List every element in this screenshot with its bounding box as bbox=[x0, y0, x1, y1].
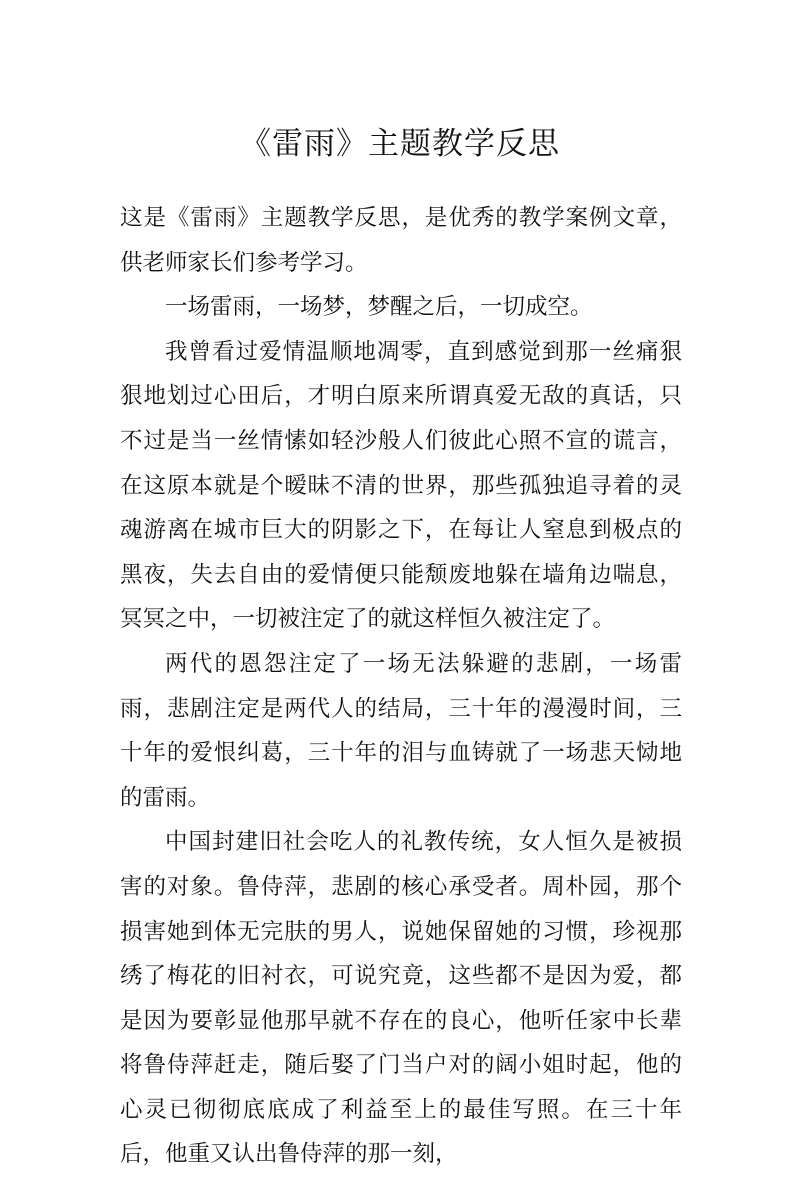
document-title: 《雷雨》主题教学反思 bbox=[240, 126, 560, 162]
paragraph-thunderstorm-dream: 一场雷雨，一场梦，梦醒之后，一切成空。 bbox=[165, 294, 593, 321]
paragraph-two-generations: 两代的恩怨注定了一场无法躲避的悲剧，一场雷雨，悲剧注定是两代人的结局，三十年的漫漫时间，三十年的爱恨纠葛，三十年的泪与血铸就了一场悲天恸地的雷雨。 bbox=[120, 650, 682, 811]
paragraph-love-withered: 我曾看过爱情温顺地凋零，直到感觉到那一丝痛狠狠地划过心田后，才明白原来所谓真爱无敌的真话，只不过是当一丝情愫如轻沙般人们彼此心照不宣的谎言，在这原本就是个暧昧不清的世界，那些孤独追寻着的灵魂游离在城市巨大的阴影之下，在每让人窒息到极点的黑夜，失去自由的爱情便只能颓废地躲在墙角边喘息，冥冥之中，一切被注定了的就这样恒久被注定了。 bbox=[120, 338, 682, 633]
paragraph-feudal-society: 中国封建旧社会吃人的礼教传统，女人恒久是被损害的对象。鲁侍萍，悲剧的核心承受者。周朴园，那个损害她到体无完肤的男人，说她保留她的习惯，珍视那绣了梅花的旧衬衣，可说究竟，这些都不是因为爱，都是因为要彰显他那早就不存在的良心，他听任家中长辈将鲁侍萍赶走，随后娶了门当户对的阔小姐时起，他的心灵已彻彻底底成了利益至上的最佳写照。在三十年后，他重又认出鲁侍萍的那一刻， bbox=[120, 829, 682, 1168]
paragraph-intro: 这是《雷雨》主题教学反思，是优秀的教学案例文章，供老师家长们参考学习。 bbox=[120, 205, 682, 276]
document-body bbox=[120, 196, 682, 1177]
